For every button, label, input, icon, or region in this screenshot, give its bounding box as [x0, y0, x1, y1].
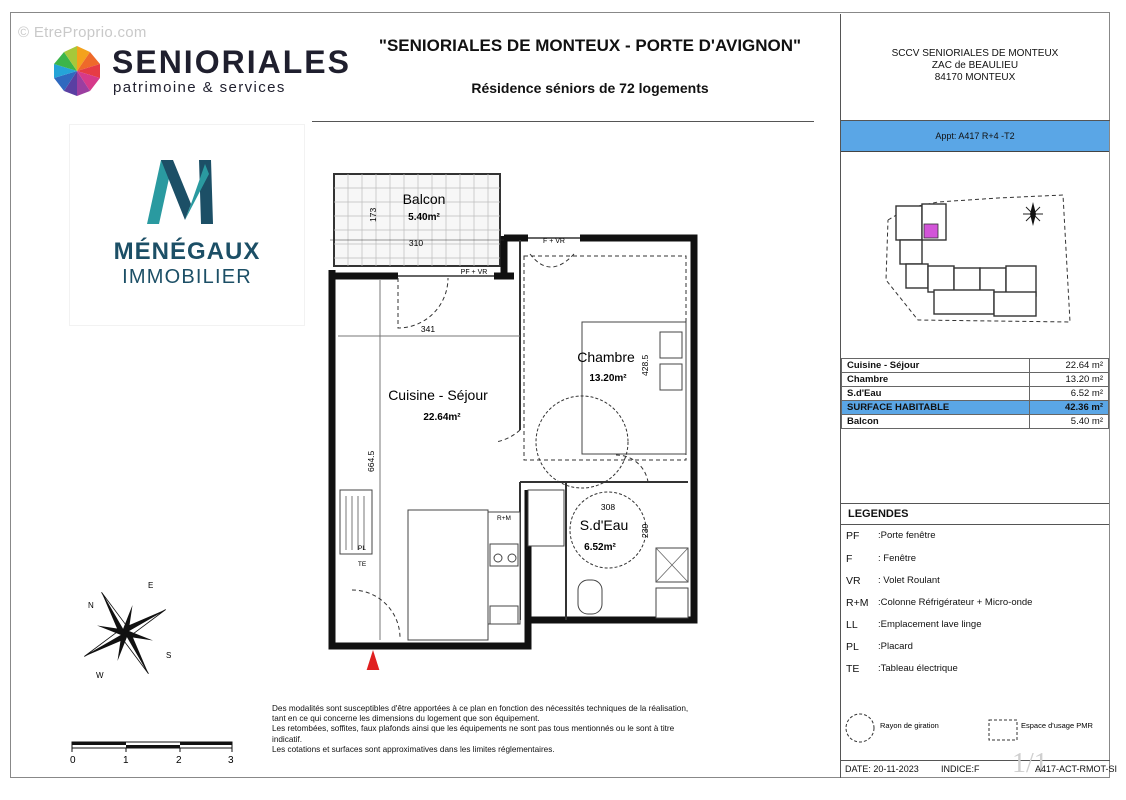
scale-bar — [70, 740, 250, 770]
company-line2: ZAC de BEAULIEU — [931, 60, 1019, 71]
legend-giration-label: Rayon de giration — [880, 721, 939, 730]
scale-tick-3: 3 — [228, 755, 234, 766]
note-line: indicatif. — [272, 734, 303, 744]
sejour-area: 22.64m² — [423, 412, 461, 423]
legend-code: PL — [846, 641, 859, 653]
surface-label: SURFACE HABITABLE — [842, 401, 1030, 415]
legend-divider — [841, 524, 1109, 525]
legend-code: LL — [846, 619, 858, 631]
sejour-name: Cuisine - Séjour — [388, 387, 488, 403]
chambre-window-code: F + VR — [543, 238, 565, 245]
disclaimer-notes — [272, 704, 732, 755]
building-site-plan — [878, 190, 1078, 325]
sejour-dim-height: 664.5 — [366, 450, 376, 472]
legend-text: : Volet Roulant — [878, 575, 940, 586]
title-divider — [312, 121, 814, 122]
sejour-dim-width: 341 — [420, 324, 436, 334]
legend-code: PF — [846, 530, 860, 542]
surface-row — [842, 373, 1109, 387]
company-line3: 84170 MONTEUX — [934, 72, 1016, 83]
surface-row — [842, 359, 1109, 373]
surface-total-row — [842, 401, 1109, 415]
surface-value: 5.40 m² — [1030, 415, 1109, 429]
floor-plan — [318, 160, 718, 670]
surface-row — [842, 387, 1109, 401]
page-number: 1/1 — [1012, 748, 1048, 779]
note-line: Les retombées, soffites, faux plafonds ainsi que les équipements ne sont pas tous mentionnés ou le sont à titre — [272, 724, 675, 734]
surfaces-table — [841, 358, 1109, 429]
chambre-dim-height: 428.5 — [640, 354, 650, 376]
partner-sub: IMMOBILIER — [122, 266, 252, 288]
balcon-area: 5.40m² — [408, 212, 440, 223]
note-line: tant en ce qui concerne les dimensions du logement que son équipement. — [272, 714, 540, 724]
footer-index: INDICE:F — [941, 764, 980, 774]
scale-tick-0: 0 — [70, 755, 76, 766]
legend-text: :Porte fenêtre — [878, 530, 936, 541]
brand-name: SENIORIALES — [112, 44, 351, 80]
scale-tick-1: 1 — [123, 755, 129, 766]
pmr-space-icon — [989, 720, 1017, 740]
footer-date: DATE: 20-11-2023 — [845, 764, 919, 774]
menegaux-m-icon — [147, 160, 225, 224]
note-line: Les cotations et surfaces sont approximatives dans les limites réglementaires. — [272, 744, 555, 754]
surface-label: S.d'Eau — [842, 387, 1030, 401]
te-code: TE — [357, 561, 367, 568]
balcon-dim-width: 310 — [408, 238, 424, 248]
sdeau-dim-height: 239 — [640, 523, 650, 538]
company-line1: SCCV SENIORIALES DE MONTEUX — [891, 48, 1059, 59]
company-address — [842, 48, 1108, 84]
legend-pmr-label: Espace d'usage PMR — [1021, 721, 1093, 730]
legend-code: TE — [846, 663, 860, 675]
sdeau-dim-width: 308 — [600, 502, 616, 512]
footer-reference: A417-ACT-RMOT-SI — [1035, 764, 1118, 774]
page-title: "SENIORIALES DE MONTEUX - PORTE D'AVIGNON" — [378, 36, 802, 55]
compass-e: E — [148, 581, 154, 590]
chambre-name: Chambre — [577, 349, 635, 365]
compass-rose-icon — [70, 578, 180, 688]
scale-tick-2: 2 — [176, 755, 182, 766]
compass-n: N — [88, 601, 94, 610]
sdeau-area: 6.52m² — [584, 542, 616, 553]
balcon-window-code: PF + VR — [460, 269, 488, 276]
surface-row — [842, 415, 1109, 429]
note-line: Des modalités sont susceptibles d'être apportées à ce plan en fonction des nécessités techniques de la réalisation, — [272, 704, 689, 713]
legend-text: :Placard — [878, 641, 913, 652]
partner-name: MÉNÉGAUX — [113, 238, 261, 265]
seniorales-logo-icon — [50, 44, 104, 98]
surface-value: 22.64 m² — [1030, 359, 1109, 373]
chambre-area: 13.20m² — [589, 373, 627, 384]
legend-text: :Emplacement lave linge — [878, 619, 982, 630]
compass-s: S — [166, 651, 172, 660]
watermark: © EtreProprio.com — [18, 24, 147, 41]
partner-logo-panel — [70, 125, 304, 325]
surface-value: 13.20 m² — [1030, 373, 1109, 387]
legend-text: : Fenêtre — [878, 553, 917, 564]
surface-value: 42.36 m² — [1030, 401, 1109, 415]
compass-w: W — [96, 671, 104, 680]
legend-text: :Colonne Réfrigérateur + Micro-onde — [878, 597, 1033, 608]
surface-label: Chambre — [842, 373, 1030, 387]
footer-divider — [840, 760, 1110, 761]
entrance-arrow-icon — [366, 650, 380, 670]
rm-code: R+M — [497, 515, 511, 522]
legend-text: :Tableau électrique — [878, 663, 958, 674]
legend-code: R+M — [846, 597, 869, 609]
pl-code: PL — [358, 545, 366, 552]
surface-value: 6.52 m² — [1030, 387, 1109, 401]
balcon-dim-height: 173 — [368, 207, 378, 222]
surface-label: Balcon — [842, 415, 1030, 429]
legend-code: F — [846, 553, 853, 565]
giration-circle-icon — [846, 714, 874, 742]
surface-label: Cuisine - Séjour — [842, 359, 1030, 373]
sdeau-name: S.d'Eau — [579, 517, 629, 533]
balcon-name: Balcon — [402, 191, 446, 207]
legend-code: VR — [846, 575, 861, 587]
legend-title: LEGENDES — [848, 508, 909, 520]
apartment-bar: Appt: A417 R+4 -T2 — [841, 121, 1109, 152]
legend-symbols — [841, 706, 1109, 756]
brand-tagline: patrimoine & services — [113, 79, 286, 96]
page-subtitle: Résidence séniors de 72 logements — [471, 80, 709, 96]
